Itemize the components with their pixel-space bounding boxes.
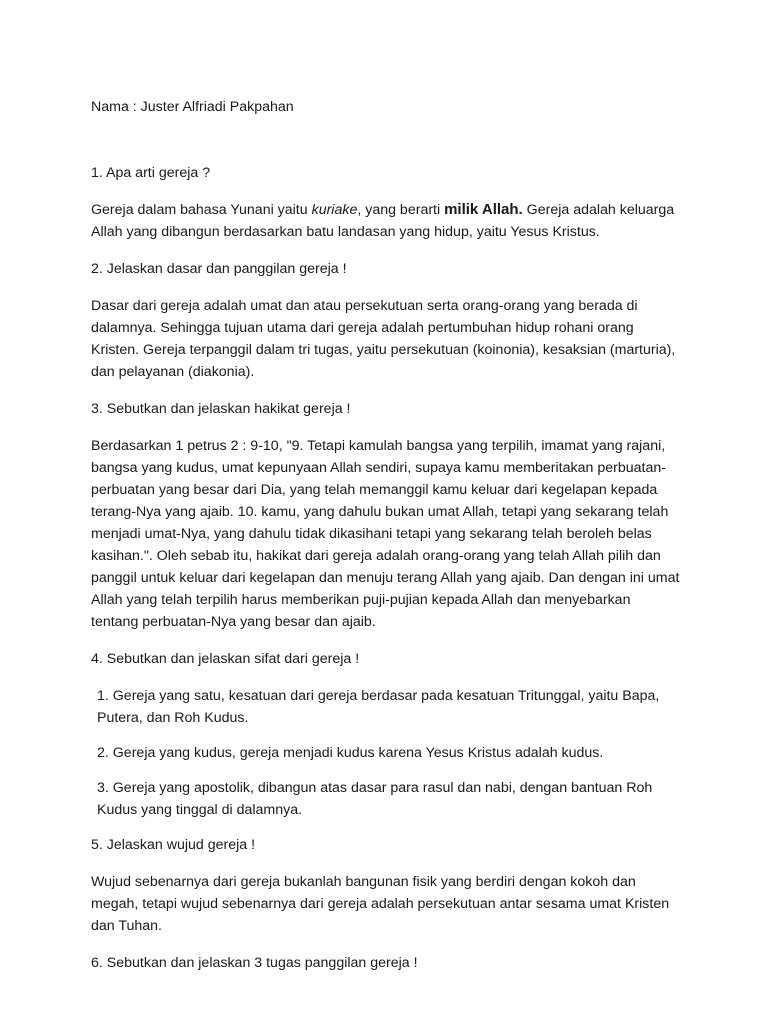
question-1: 1. Apa arti gereja ? — [91, 165, 211, 181]
answer-4-item-2: 2. Gereja yang kudus, gereja menjadi kudus karena Yesus Kristus adalah kudus. — [97, 745, 604, 761]
question-4: 4. Sebutkan dan jelaskan sifat dari gereja ! — [91, 651, 360, 667]
question-5: 5. Jelaskan wujud gereja ! — [91, 837, 256, 853]
document-page — [91, 96, 681, 989]
answer-1-bold-term: milik Allah. — [444, 201, 523, 218]
answer-1-text-c: Gereja adalah keluarga Allah yang dibangun berdasarkan batu landasan yang hidup, yaitu Yesus Kristus. — [91, 202, 675, 240]
answer-1-text-b: , yang berarti — [357, 202, 445, 218]
answer-2: Dasar dari gereja adalah umat dan atau persekutuan serta orang-orang yang berada di dalamnya. Sehingga tujuan utama dari gereja adalah pertumbuhan hidup rohani orang Kristen. Gereja terpanggil dalam tri tugas, yaitu persekutuan (koinonia), kesaksian (marturia), dan pelayanan (diakonia). — [91, 298, 676, 380]
question-3: 3. Sebutkan dan jelaskan hakikat gereja ! — [91, 401, 351, 417]
answer-1-text-a: Gereja dalam bahasa Yunani yaitu — [91, 202, 312, 218]
answer-1 — [91, 199, 681, 243]
question-2: 2. Jelaskan dasar dan panggilan gereja ! — [91, 261, 347, 277]
answer-4-item-1: 1. Gereja yang satu, kesatuan dari gereja berdasar pada kesatuan Tritunggal, yaitu Bapa, Putera, dan Roh Kudus. — [97, 688, 660, 726]
answer-3: Berdasarkan 1 petrus 2 : 9-10, "9. Tetapi kamulah bangsa yang terpilih, imamat yang rajani, bangsa yang kudus, umat kepunyaan Allah sendiri, supaya kamu memberitakan perbuatan-perbuatan yang besar dari Dia, yang telah memanggil kamu keluar dari kegelapan kepada terang-Nya yang ajaib. 10. kamu, yang dahulu bukan umat Allah, tetapi yang sekarang telah menjadi umat-Nya, yang dahulu tidak dikasihani tetapi yang sekarang telah beroleh belas kasihan.". Oleh sebab itu, hakikat dari gereja adalah orang-orang yang telah Allah pilih dan panggil untuk keluar dari kegelapan dan menuju terang Allah yang ajaib. Dan dengan ini umat Allah yang telah terpilih harus memberikan puji-pujian kepada Allah dan menyebarkan tentang perbuatan-Nya yang besar dan ajaib. — [91, 438, 680, 630]
answer-1-italic-term: kuriake — [311, 202, 358, 218]
answer-5: Wujud sebenarnya dari gereja bukanlah bangunan fisik yang berdiri dengan kokoh dan megah, tetapi wujud sebenarnya dari gereja adalah persekutuan antar sesama umat Kristen dan Tuhan. — [91, 874, 670, 934]
student-name: Nama : Juster Alfriadi Pakpahan — [91, 99, 294, 115]
question-6: 6. Sebutkan dan jelaskan 3 tugas panggilan gereja ! — [91, 955, 418, 971]
answer-4-item-3: 3. Gereja yang apostolik, dibangun atas dasar para rasul dan nabi, dengan bantuan Roh Kudus yang tinggal di dalamnya. — [97, 780, 653, 818]
